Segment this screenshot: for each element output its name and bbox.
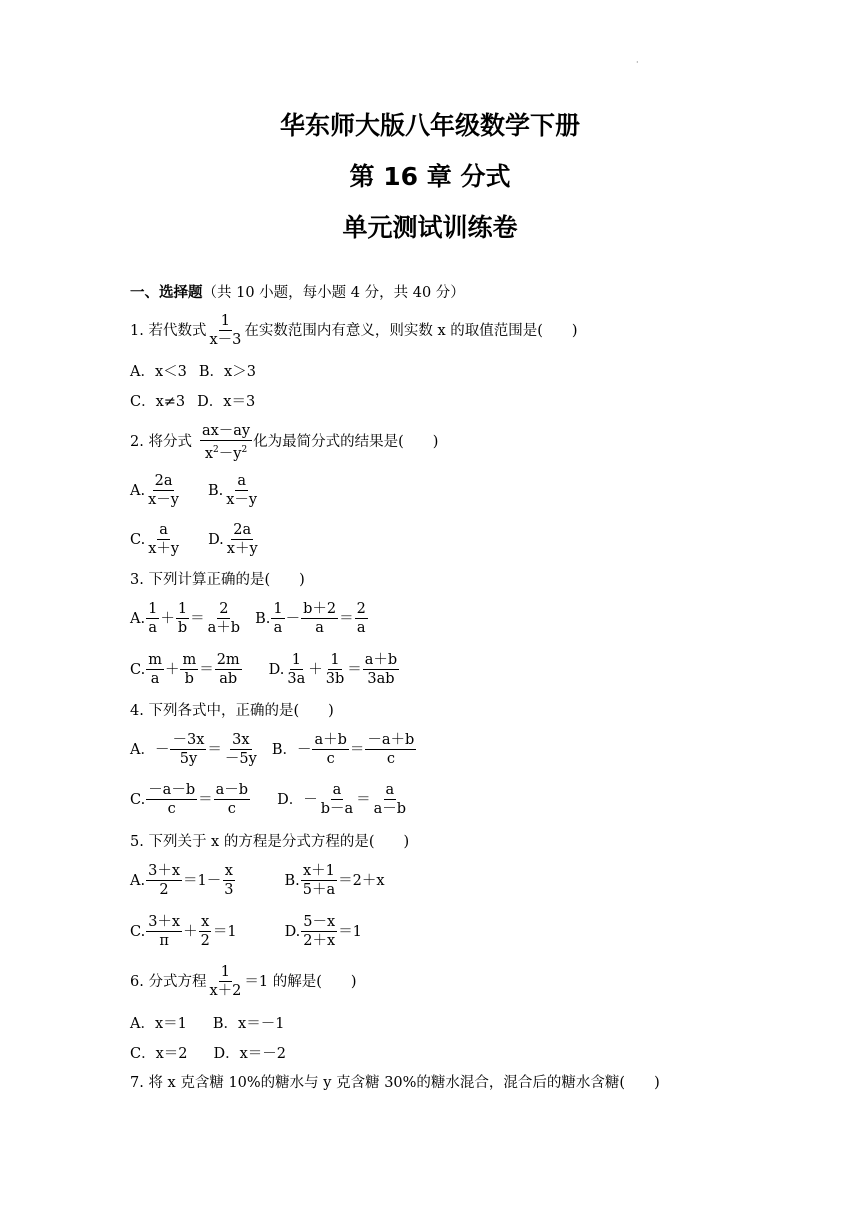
q3-b-frac2: $\frac{b+2}{a}$ [303, 601, 337, 636]
question-4-stem [130, 701, 334, 721]
section-heading [130, 283, 465, 303]
q2-option-b-label: B. [207, 482, 224, 499]
q4-c-frac1: $\frac{-a-b}{c}$ [148, 782, 196, 817]
q4-stem-text: 4. 下列各式中，正确的是( ) [130, 703, 334, 719]
question-6-options-ab [130, 1014, 284, 1034]
question-7-stem [130, 1073, 660, 1093]
question-3-stem [130, 570, 305, 590]
question-3-options-cd: C. $\frac{m}{a}$ ＋ $\frac{m}{b}$ ＝ $\frac{2m}{ab}$ D. $\frac{1}{3a}$ ＋ $\frac{1}{3b}$ ＝ $\frac{a+b}{3ab}$ [130, 652, 398, 687]
q1-option-b: B．x＞3 [198, 364, 256, 380]
q1-fraction: $\frac{1}{x-3}$ [209, 313, 242, 348]
q2-suffix: 化为最简分式的结果是( ) [253, 434, 439, 451]
question-6-options-cd [130, 1044, 286, 1064]
q5-c-frac1: $\frac{3+x}{\pi}$ [148, 914, 181, 949]
q6-option-b: B．x＝－1 [212, 1016, 285, 1032]
q3-b-frac3: $\frac{2}{a}$ [356, 601, 366, 636]
q1-prefix: 1. 若代数式 [130, 322, 207, 339]
q4-d-frac1: $\frac{a}{b-a}$ [320, 782, 354, 817]
q3-a-frac2: $\frac{1}{b}$ [177, 601, 188, 636]
q5-a-frac2: $\frac{x}{3}$ [224, 863, 234, 898]
q3-a-frac3: $\frac{2}{a+b}$ [207, 601, 241, 636]
q2-option-c: $\frac{a}{x+y}$ [148, 522, 180, 557]
q2-option-a-label: A. [130, 482, 146, 499]
q6-fraction: $\frac{1}{x+2}$ [209, 964, 242, 999]
q2-option-c-label: C. [130, 531, 146, 548]
corner-mark: · [636, 58, 639, 67]
question-2-options-cd [130, 521, 261, 558]
q6-option-a: A．x＝1 [130, 1016, 187, 1032]
question-5-options-ab: A. $\frac{3+x}{2}$ ＝1－ $\frac{x}{3}$ B. $\frac{x+1}{5+a}$ ＝2＋x [130, 863, 385, 898]
q7-stem-text: 7. 将 x 克含糖 10%的糖水与 y 克含糖 30%的糖水混合，混合后的糖水含糖( ) [130, 1075, 660, 1091]
chapter-title: 第 16 章 分式 [349, 162, 511, 191]
test-title: 单元测试训练卷 [342, 213, 518, 242]
q5-c-frac2: $\frac{x}{2}$ [200, 914, 210, 949]
q4-a-frac2: $\frac{3x}{-5y}$ [224, 732, 257, 767]
q1-option-a: A．x＜3 [130, 364, 187, 380]
q3-b-frac1: $\frac{1}{a}$ [273, 601, 283, 636]
q6-option-d: D．x＝－2 [213, 1046, 287, 1062]
q3-d-frac1: $\frac{1}{3a}$ [287, 652, 306, 687]
question-3-options-ab: A. $\frac{1}{a}$ ＋ $\frac{1}{b}$ ＝ $\frac{2}{a+b}$ B. $\frac{1}{a}$ － $\frac{b+2}{a}$ ＝ $\frac{2}{a}$ [130, 601, 366, 636]
q3-c-frac1: $\frac{m}{a}$ [148, 652, 162, 687]
question-4-options-ab: A．－ $\frac{-3x}{5y}$ ＝ $\frac{3x}{-5y}$ B．－ $\frac{a+b}{c}$ ＝ $\frac{-a+b}{c}$ [130, 732, 415, 767]
doc-title: 华东师大版八年级数学下册 [279, 111, 580, 140]
q4-b-frac1: $\frac{a+b}{c}$ [314, 732, 347, 767]
q2-option-d: $\frac{2a}{x+y}$ [226, 522, 258, 557]
question-1-stem [130, 312, 578, 349]
q3-d-frac3: $\frac{a+b}{3ab}$ [364, 652, 398, 687]
question-5-options-cd: C. $\frac{3+x}{\pi}$ ＋ $\frac{x}{2}$ ＝1 D. $\frac{5-x}{2+x}$ ＝1 [130, 914, 362, 949]
q6-suffix: ＝1 的解是( ) [244, 973, 357, 990]
q1-option-d: D．x＝3 [197, 394, 256, 410]
q2-option-d-label: D. [208, 531, 224, 548]
question-1-options-cd [130, 392, 255, 412]
q4-c-frac2: $\frac{a-b}{c}$ [215, 782, 249, 817]
question-2-options-ab [130, 472, 260, 509]
q3-c-frac2: $\frac{m}{b}$ [182, 652, 197, 687]
q2-option-a: $\frac{2a}{x-y}$ [148, 473, 179, 508]
question-2-stem [130, 422, 438, 463]
q5-a-frac1: $\frac{3+x}{2}$ [148, 863, 180, 898]
q6-option-c: C．x＝2 [130, 1046, 188, 1062]
q4-b-frac2: $\frac{-a+b}{c}$ [367, 732, 415, 767]
question-6-stem [130, 963, 357, 1000]
q5-stem-text: 5. 下列关于 x 的方程是分式方程的是( ) [130, 834, 410, 850]
q5-b-frac1: $\frac{x+1}{5+a}$ [302, 863, 336, 898]
section-heading-note: （共 10 小题，每小题 4 分，共 40 分） [202, 285, 465, 301]
q1-suffix: 在实数范围内有意义，则实数 x 的取值范围是( ) [244, 322, 578, 339]
question-4-options-cd: C. $\frac{-a-b}{c}$ ＝ $\frac{a-b}{c}$ D．－ $\frac{a}{b-a}$ ＝ $\frac{a}{a-b}$ [130, 782, 407, 817]
question-5-stem [130, 832, 409, 852]
q3-c-frac3: $\frac{2m}{ab}$ [216, 652, 240, 687]
q6-prefix: 6. 分式方程 [130, 973, 207, 990]
q4-a-frac1: $\frac{-3x}{5y}$ [172, 732, 205, 767]
section-heading-bold: 一、选择题 [130, 285, 203, 301]
q3-d-frac2: $\frac{1}{3b}$ [325, 652, 345, 687]
q1-option-c: C．x≠3 [130, 394, 186, 410]
q2-prefix: 2. 将分式 [130, 434, 192, 451]
q4-d-frac2: $\frac{a}{a-b}$ [373, 782, 407, 817]
q2-option-b: $\frac{a}{x-y}$ [226, 473, 258, 508]
question-1-options-ab [130, 362, 256, 382]
q2-fraction: $\frac{ax-ay}{x^2-y^2}$ [201, 423, 251, 462]
q3-a-frac1: $\frac{1}{a}$ [148, 601, 158, 636]
q3-stem-text: 3. 下列计算正确的是( ) [130, 572, 305, 588]
q5-d-frac1: $\frac{5-x}{2+x}$ [303, 914, 336, 949]
